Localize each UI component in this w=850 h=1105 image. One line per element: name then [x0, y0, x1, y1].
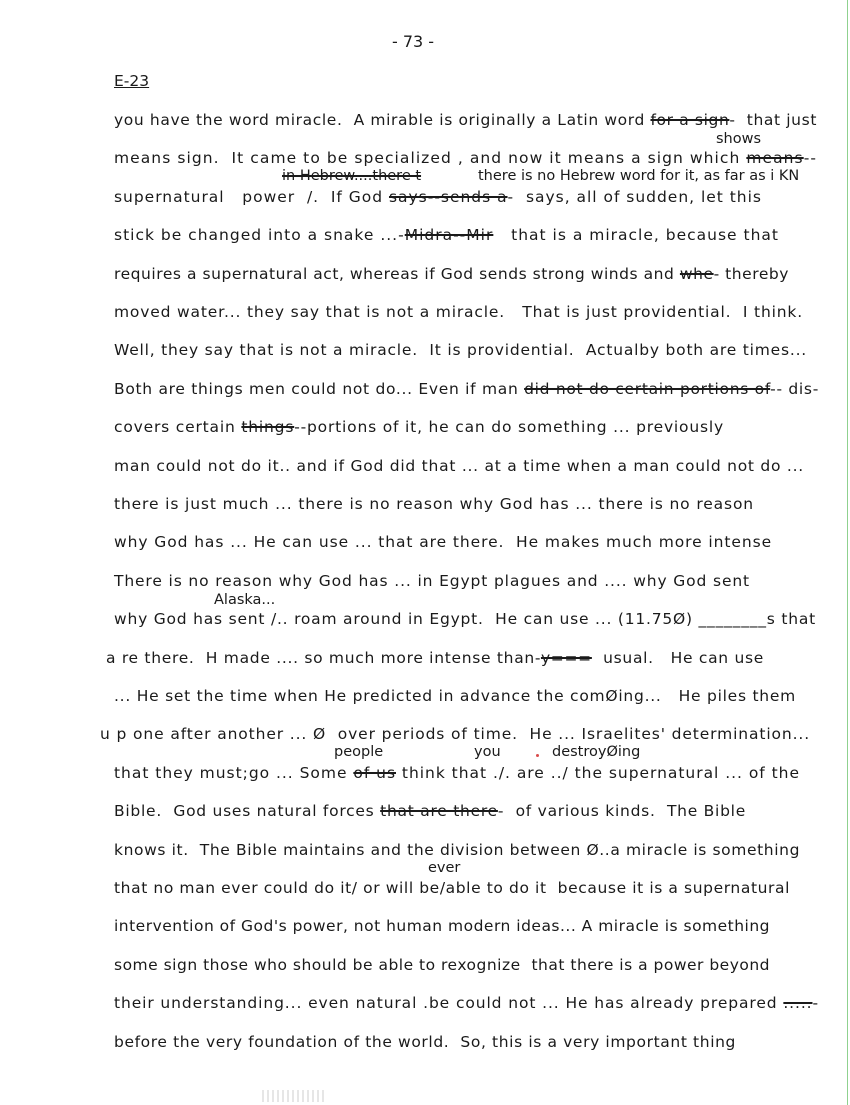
text-line — [114, 187, 762, 207]
struck-text: says--sends a — [388, 187, 508, 206]
line-text: knows it. The Bible maintains and the division between Ø..a miracle is something — [114, 840, 801, 859]
line-text: you have the word miracle. A mirable is originally a Latin word — [114, 111, 651, 129]
line-text: there is just much ... there is no reason why God has ... there is no reason — [114, 495, 754, 513]
line-text: people — [334, 744, 384, 760]
page-edge-line — [847, 0, 848, 1105]
struck-text: Midra--Mir — [404, 226, 494, 245]
line-text: ever — [428, 860, 461, 876]
text-line — [114, 609, 816, 629]
line-text: - that just — [729, 111, 818, 129]
insertion-text — [474, 743, 501, 761]
line-text: There is no reason why God has ... in Egypt plagues and .... why God sent — [114, 571, 750, 590]
struck-text: means — [746, 149, 804, 168]
struck-text: in Hebrew....there t — [282, 168, 422, 184]
line-text: usual. He can use — [591, 648, 764, 667]
line-text: that they must;go ... Some — [114, 763, 354, 782]
text-line — [114, 456, 804, 476]
text-line — [114, 148, 817, 168]
line-text: ... He set the time when He predicted in advance the comØing... He piles them — [114, 687, 797, 705]
text-line — [114, 340, 807, 360]
insertion-text — [282, 167, 421, 185]
line-text: Alaska... — [214, 592, 276, 608]
text-line — [114, 840, 800, 860]
struck-text: that are there — [380, 802, 498, 821]
struck-text: did not do certain portions of — [524, 379, 771, 398]
red-ink-dot — [536, 754, 539, 757]
line-text: - — [812, 994, 819, 1013]
line-text: stick be changed into a snake ...- — [114, 226, 405, 245]
line-text: moved water... they say that is not a miracle. That is just providential. I think. — [114, 303, 803, 321]
document-code: E-23 — [114, 72, 150, 90]
line-text: that is a miracle, because that — [493, 226, 779, 245]
line-text: - says, all of sudden, let this — [507, 187, 762, 206]
line-text: - thereby — [713, 264, 790, 283]
text-line — [114, 801, 746, 821]
line-text: means sign. It came to be specialized , and now it means a sign which — [114, 149, 747, 168]
text-line — [114, 379, 819, 399]
line-text: Well, they say that is not a miracle. It is providential. Actualby both are times... — [114, 341, 808, 360]
text-line — [114, 686, 796, 706]
text-line — [114, 763, 800, 783]
line-text: why God has ... He can use ... that are there. He makes much more intense — [114, 533, 773, 552]
line-text: why God has sent /.. roam around in Egypt. He can use ... (11.75Ø) ________s that — [114, 610, 816, 629]
line-text: u p one after another ... Ø over periods of time. He ... Israelites' determination... — [100, 725, 811, 744]
text-line — [114, 225, 779, 245]
text-line — [114, 494, 754, 514]
insertion-text — [334, 743, 383, 761]
struck-text: y=== — [540, 648, 592, 667]
line-text: destroyØing — [552, 744, 641, 760]
line-text: -- dis- — [770, 379, 819, 398]
line-text: --portions of it, he can do something ... previously — [294, 418, 724, 437]
text-line — [114, 532, 772, 552]
line-text: there is no Hebrew word for it, as far as i KN — [478, 168, 800, 184]
struck-text: ..... — [783, 994, 813, 1013]
line-text: some sign those who should be able to rexognize that there is a power beyond — [114, 955, 771, 974]
line-text: their understanding... even natural .be could not ... He has already prepared — [114, 994, 784, 1013]
line-text: man could not do it.. and if God did that ... at a time when a man could not do ... — [114, 456, 804, 475]
line-text: covers certain — [114, 418, 242, 437]
line-text: -- — [803, 149, 817, 168]
line-text: - of various kinds. The Bible — [497, 802, 746, 821]
line-text: intervention of God's power, not human modern ideas... A miracle is something — [114, 917, 771, 936]
insertion-text — [428, 859, 460, 877]
page-number: - 73 - — [392, 32, 435, 51]
struck-text: for a sign — [650, 111, 730, 129]
text-line — [100, 724, 810, 744]
line-text: Both are things men could not do... Even if man — [114, 379, 525, 398]
line-text: Bible. God uses natural forces — [114, 802, 381, 821]
line-text: supernatural power /. If God — [114, 187, 389, 206]
text-line — [114, 955, 770, 975]
line-text: requires a supernatural act, whereas if God sends strong winds and — [114, 264, 680, 283]
line-text: before the very foundation of the world. So, this is a very important thing — [114, 1032, 737, 1051]
insertion-text — [478, 167, 799, 185]
line-text: that no man ever could do it/ or will be/able to do it because it is a supernatural — [114, 879, 791, 897]
text-line — [114, 916, 770, 936]
text-line — [114, 264, 789, 284]
line-text: think that ./. are ../ the supernatural ... of the — [396, 763, 800, 782]
insertion-text — [214, 591, 275, 609]
struck-text: of us — [353, 763, 396, 782]
text-line — [114, 417, 724, 437]
insertion-text — [716, 130, 761, 148]
text-line — [114, 878, 790, 898]
text-line — [114, 993, 819, 1013]
scan-smudge — [262, 1090, 326, 1102]
text-line — [114, 571, 750, 591]
text-line — [114, 1032, 736, 1052]
line-text: you — [474, 744, 501, 760]
struck-text: things — [241, 418, 295, 437]
insertion-text — [552, 743, 640, 761]
struck-text: whe — [679, 264, 714, 283]
line-text: shows — [716, 131, 762, 147]
text-line — [114, 110, 817, 130]
text-line — [106, 648, 764, 668]
text-line — [114, 302, 803, 322]
line-text: a re there. H made .... so much more intense than- — [106, 648, 541, 667]
